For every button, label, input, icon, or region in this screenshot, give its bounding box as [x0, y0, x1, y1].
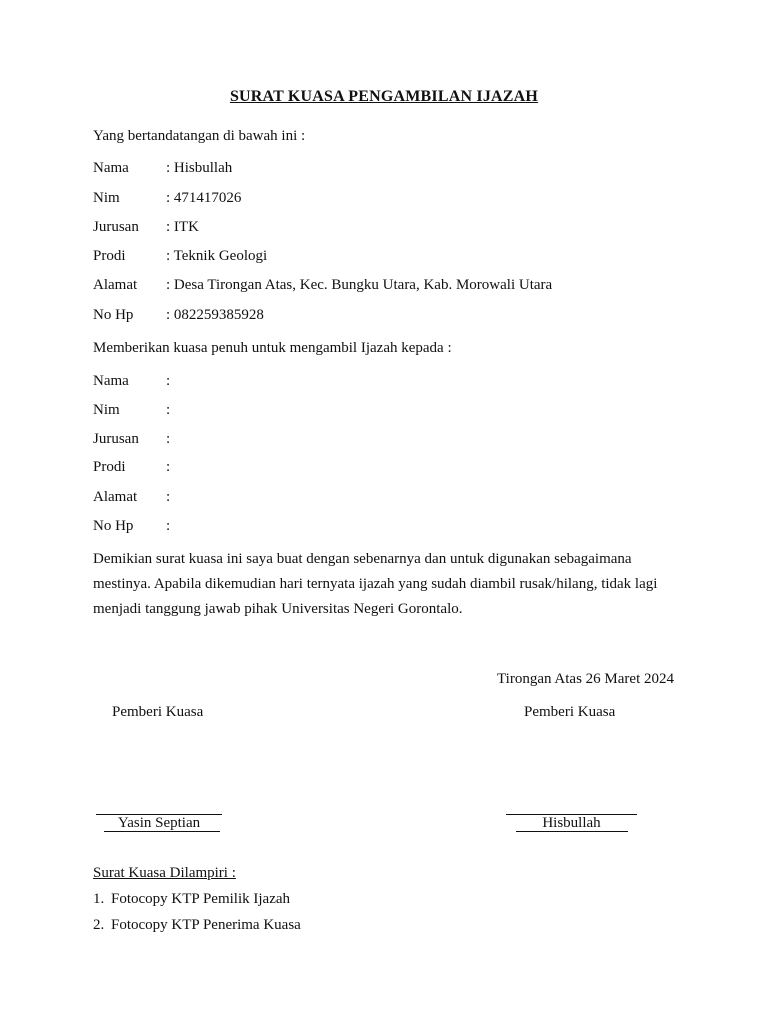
grantor-label-prodi: Prodi	[93, 248, 126, 264]
grantee-value-prodi: :	[166, 459, 171, 475]
attachment-item-text: Fotocopy KTP Pemilik Ijazah	[111, 891, 291, 907]
attachment-item	[93, 890, 290, 908]
attachment-item-number: 1.	[93, 891, 105, 907]
attachment-item	[93, 916, 301, 934]
grantor-label-nohp: No Hp	[93, 307, 134, 323]
intro-text: Yang bertandatangan di bawah ini :	[93, 128, 306, 144]
grant-statement: Memberikan kuasa penuh untuk mengambil Ijazah kepada :	[93, 340, 452, 356]
grantee-value-nim: :	[166, 402, 171, 418]
grantee-value-jurusan: :	[166, 431, 171, 447]
signature-right-name: Hisbullah	[542, 815, 601, 831]
grantor-label-nama: Nama	[93, 160, 129, 176]
grantor-label-alamat: Alamat	[93, 277, 138, 293]
attachments-title: Surat Kuasa Dilampiri :	[93, 865, 236, 881]
grantee-label-nohp: No Hp	[93, 518, 134, 534]
grantee-label-nim: Nim	[93, 402, 120, 418]
grantor-value-nama: : Hisbullah	[166, 160, 233, 176]
signature-left-line-bottom	[104, 831, 220, 832]
attachment-item-text: Fotocopy KTP Penerima Kuasa	[111, 917, 301, 933]
grantor-value-nim: : 471417026	[166, 190, 242, 206]
grantee-label-prodi: Prodi	[93, 459, 126, 475]
grantor-value-alamat: : Desa Tirongan Atas, Kec. Bungku Utara, Kab. Morowali Utara	[166, 277, 553, 293]
grantor-value-prodi: : Teknik Geologi	[166, 248, 268, 264]
signature-right-line-bottom	[516, 831, 628, 832]
attachment-item-number: 2.	[93, 917, 105, 933]
document-title: SURAT KUASA PENGAMBILAN IJAZAH	[229, 88, 539, 105]
grantor-label-jurusan: Jurusan	[93, 219, 139, 235]
grantee-label-nama: Nama	[93, 373, 129, 389]
grantor-label-nim: Nim	[93, 190, 120, 206]
signature-left-name: Yasin Septian	[117, 815, 201, 831]
closing-paragraph: Demikian surat kuasa ini saya buat dengan sebenarnya dan untuk digunakan sebagaimana mestinya. Apabila dikemudian hari ternyata ijazah yang sudah diambil rusak/hilang, tidak lagi menjadi tanggung jawab pihak Universitas Negeri Gorontalo.	[93, 551, 658, 617]
grantee-value-nohp: :	[166, 518, 171, 534]
signature-left-label: Pemberi Kuasa	[112, 704, 204, 720]
signature-right-label: Pemberi Kuasa	[524, 704, 616, 720]
grantee-label-jurusan: Jurusan	[93, 431, 139, 447]
grantee-value-nama: :	[166, 373, 171, 389]
grantee-label-alamat: Alamat	[93, 489, 138, 505]
grantor-value-jurusan: : ITK	[166, 219, 199, 235]
place-date: Tirongan Atas 26 Maret 2024	[497, 671, 674, 687]
grantor-value-nohp: : 082259385928	[166, 307, 264, 323]
grantee-value-alamat: :	[166, 489, 171, 505]
